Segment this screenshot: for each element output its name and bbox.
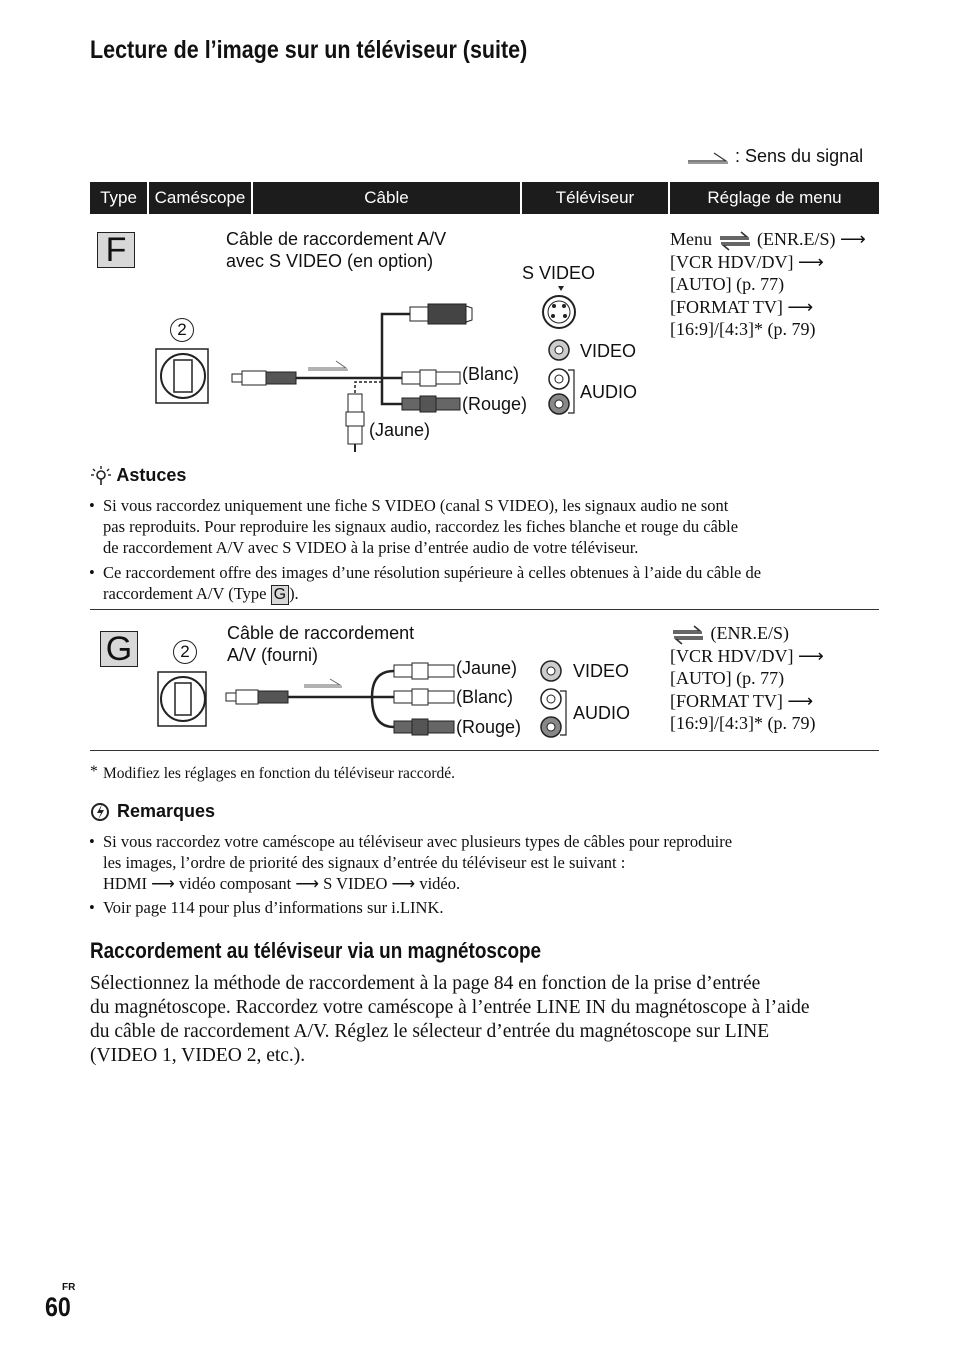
header-tv: Téléviseur bbox=[522, 182, 670, 214]
warning-bolt-icon bbox=[90, 801, 112, 823]
camcorder-plug-icon bbox=[232, 371, 382, 385]
red-rca-plug-icon bbox=[402, 396, 460, 412]
header-camcorder: Caméscope bbox=[149, 182, 253, 214]
audio-label-f: AUDIO bbox=[580, 382, 638, 402]
menu-setting-g: (ENR.E/S) [VCR HDV/DV] ⟶ [AUTO] (p. 77) [FORMAT TV] ⟶ [16:9]/[4:3]* (p. 79) bbox=[670, 623, 824, 734]
arrow-icon: ⟶ bbox=[798, 645, 824, 666]
page-language: FR bbox=[62, 1282, 76, 1293]
white-plug-label-f: (Blanc) bbox=[462, 364, 520, 384]
section-heading: Raccordement au téléviseur via un magnétoscope bbox=[90, 938, 542, 963]
arrow-icon: ⟶ bbox=[798, 251, 824, 272]
lightbulb-icon bbox=[90, 465, 112, 487]
signal-legend bbox=[686, 146, 863, 167]
step-number-f: 2 bbox=[170, 318, 194, 342]
yellow-plug-label-g: (Jaune) bbox=[456, 658, 518, 678]
type-label-g: G bbox=[100, 631, 138, 667]
signal-direction-icon bbox=[686, 150, 730, 164]
tip-item: • Si vous raccordez uniquement une fiche S VIDEO (canal S VIDEO), les signaux audio ne sont pas reproduits. Pour reproduire les signaux audio, raccordez les fiches blanche et rouge du câble de raccordement A/V avec S VIDEO à la prise d’entrée audio de votre téléviseur. bbox=[89, 496, 739, 557]
tip-item: • Ce raccordement offre des images d’une résolution supérieure à celles obtenues à l’aide du câble de raccordement A/V (Type G ). bbox=[89, 563, 762, 603]
arrow-icon: ⟶ bbox=[391, 874, 416, 893]
camcorder-jack-icon bbox=[156, 349, 208, 403]
yellow-plug-label-f: (Jaune) bbox=[369, 420, 431, 440]
header-menu: Réglage de menu bbox=[707, 188, 842, 207]
tv-video-jack-icon bbox=[549, 340, 569, 360]
tv-audio-red-jack-icon bbox=[549, 394, 569, 414]
arrow-icon: ⟶ bbox=[151, 874, 175, 893]
remark-item: • Si vous raccordez votre caméscope au téléviseur avec plusieurs types de câbles pour reproduire les images, l’ordre de priorité des signaux d’entrée du téléviseur est le suivant : HDMI ⟶ vidéo composant ⟶ S VIDEO ⟶ vidéo. bbox=[89, 832, 733, 893]
video-label-f: VIDEO bbox=[580, 341, 637, 361]
tips-heading: Astuces bbox=[90, 465, 186, 487]
cable-name-g: Câble de raccordement A/V (fourni) bbox=[227, 623, 415, 665]
arrow-icon: ⟶ bbox=[295, 874, 319, 893]
arrow-icon: ⟶ bbox=[787, 296, 814, 317]
tv-video-jack-icon bbox=[541, 661, 561, 681]
footnote: * Modifiez les réglages en fonction du téléviseur raccordé. bbox=[90, 763, 456, 782]
section-paragraph: Sélectionnez la méthode de raccordement à la page 84 en fonction de la prise d’entrée du magnétoscope. Raccordez votre caméscope à l’entrée LINE IN du magnétoscope à l’aide du câble de raccordement A/V. Réglez le sélecteur d’entrée du magnétoscope sur LINE (VIDEO 1, VIDEO 2, etc.). bbox=[90, 973, 810, 1066]
arrow-icon: ⟶ bbox=[787, 690, 814, 711]
tv-audio-white-jack-icon bbox=[549, 369, 569, 389]
menu-setting-f: Menu (ENR.E/S) ⟶ [VCR HDV/DV] ⟶ [AUTO] (p. 77) [FORMAT TV] ⟶ [16:9]/[4:3]* (p. 79) bbox=[670, 229, 866, 340]
red-rca-plug-icon bbox=[394, 719, 454, 735]
white-rca-plug-icon bbox=[394, 689, 454, 705]
arrow-icon: ⟶ bbox=[840, 229, 866, 249]
white-rca-plug-icon bbox=[398, 370, 460, 386]
step-number-g: 2 bbox=[173, 640, 197, 664]
header-type: Type bbox=[90, 182, 149, 214]
camcorder-plug-icon bbox=[226, 690, 372, 704]
white-plug-label-g: (Blanc) bbox=[456, 687, 514, 707]
red-plug-label-g: (Rouge) bbox=[456, 717, 522, 737]
cable-name-f: Câble de raccordement A/V avec S VIDEO (en option) bbox=[226, 229, 447, 271]
row-divider bbox=[90, 609, 879, 610]
tv-audio-red-jack-icon bbox=[541, 717, 561, 737]
tv-svideo-jack-icon bbox=[543, 286, 575, 328]
svideo-plug-icon bbox=[410, 304, 472, 324]
table-bottom-border bbox=[90, 750, 879, 751]
table-header bbox=[90, 182, 879, 214]
enr-es-menu-icon bbox=[717, 231, 753, 251]
red-plug-label-f: (Rouge) bbox=[462, 394, 528, 414]
video-label-g: VIDEO bbox=[573, 661, 630, 681]
camcorder-jack-icon bbox=[158, 672, 206, 726]
type-label-f: F bbox=[97, 232, 135, 268]
type-ref-badge: G bbox=[271, 585, 289, 605]
svideo-label-f: S VIDEO bbox=[522, 263, 596, 283]
header-cable: Câble bbox=[253, 182, 522, 214]
remark-item: • Voir page 114 pour plus d’informations sur i.LINK. bbox=[89, 898, 444, 917]
remarks-heading: Remarques bbox=[90, 801, 215, 823]
page-title: Lecture de l’image sur un téléviseur (suite) bbox=[90, 36, 528, 64]
audio-label-g: AUDIO bbox=[573, 703, 631, 723]
page-number: 60 bbox=[45, 1292, 71, 1322]
yellow-rca-plug-icon bbox=[346, 394, 364, 452]
tv-audio-white-jack-icon bbox=[541, 689, 561, 709]
enr-es-menu-icon bbox=[670, 625, 706, 645]
signal-legend-text: : Sens du signal bbox=[735, 146, 864, 166]
